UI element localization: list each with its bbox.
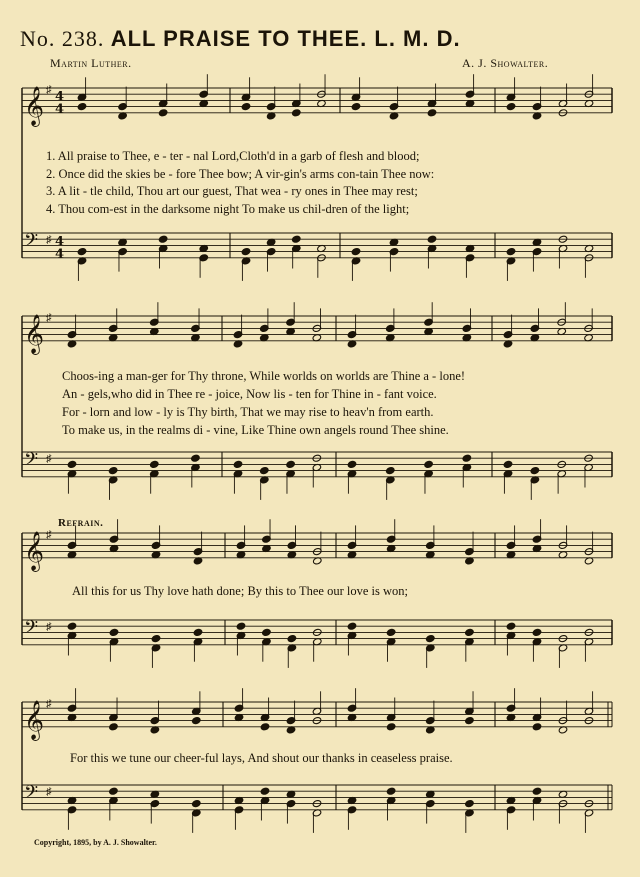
key-sharp: ♯ (46, 786, 52, 799)
note-head (241, 103, 251, 111)
note-head (386, 787, 396, 795)
note-head (292, 235, 302, 243)
verse-4-line-1: 4. Thou com-est in the darksome night To make us chil-dren of the light; (46, 202, 410, 216)
note-head (465, 717, 475, 725)
time-signature-top: 4 (55, 234, 65, 250)
note-head (233, 460, 243, 468)
note-head (109, 723, 119, 731)
treble-clef: 𝄞 (24, 85, 45, 126)
refrain-line-1: All this for us Thy love hath done; By this to Thee our love is won; (72, 584, 408, 598)
note-head (108, 467, 118, 475)
note-head (286, 460, 296, 468)
note-head (426, 635, 436, 643)
note-head (158, 109, 168, 117)
hymn-number: No. 238. (20, 26, 105, 51)
note-head (67, 622, 77, 630)
refrain-line-2: For this we tune our cheer-ful lays, And shout our thanks in ceaseless praise. (70, 751, 453, 765)
note-head (109, 787, 119, 795)
hymn-name: ALL PRAISE TO THEE. (110, 26, 368, 51)
verse-2-line-2: An - gels,who did in Thee re - joice, Now lis - ten for Thine in - fant voice. (62, 387, 437, 401)
note-head (192, 800, 202, 808)
note-head (236, 622, 246, 630)
verse-4-line-2: To make us, in the realms di - vine, Like Thine own angels round Thee shine. (62, 423, 449, 437)
note-head (351, 103, 361, 111)
key-sharp: ♯ (46, 698, 52, 710)
note-head (241, 248, 251, 256)
note-head (465, 800, 475, 808)
note-head (109, 628, 119, 636)
note-head (158, 235, 168, 243)
verse-1-line-1: 1. All praise to Thee, e - ter - nal Lord,Cloth'd in a garb of flesh and blood; (46, 149, 420, 163)
note-head (386, 723, 396, 731)
note-head (506, 622, 516, 630)
words-credit: Martin Luther. (50, 56, 132, 70)
bass-clef: 𝄢 (24, 617, 39, 643)
key-sharp: ♯ (46, 84, 52, 96)
note-head (260, 787, 270, 795)
note-head (191, 454, 201, 462)
note-head (262, 628, 272, 636)
note-head (532, 723, 542, 731)
note-head (503, 460, 513, 468)
refrain-label: Refrain. (58, 517, 104, 529)
note-head (424, 460, 434, 468)
verse-1-line-2: Choos-ing a man-ger for Thy throne, While worlds on worlds are Thine a - lone! (62, 369, 466, 383)
note-head (260, 723, 270, 731)
note-head (462, 454, 472, 462)
note-head (260, 467, 270, 475)
verse-2-line-1: 2. Once did the skies be - fore Thee bow; A vir-gin's arms con-tain Thee now: (46, 167, 435, 181)
note-head (151, 635, 161, 643)
note-head (465, 628, 475, 636)
treble-clef: 𝄞 (24, 699, 45, 740)
copyright-notice: Copyright, 1895, by A. J. Showalter. (34, 838, 157, 847)
bass-clef: 𝄢 (24, 782, 39, 808)
verse-3-line-2: For - lorn and low - ly is Thy birth, That we may rise to heav'n from earth. (62, 405, 434, 419)
note-head (530, 467, 540, 475)
time-signature-top: 4 (55, 89, 65, 105)
key-sharp: ♯ (46, 312, 52, 324)
note-head (150, 460, 160, 468)
bass-clef: 𝄢 (24, 449, 39, 475)
key-sharp: ♯ (46, 453, 52, 466)
note-head (67, 460, 77, 468)
note-head (427, 109, 437, 117)
note-head (532, 628, 542, 636)
time-signature-bottom: 4 (55, 101, 65, 117)
note-head (347, 622, 357, 630)
key-sharp: ♯ (46, 621, 52, 634)
key-sharp: ♯ (46, 529, 52, 541)
treble-clef: 𝄞 (24, 530, 45, 571)
bass-clef: 𝄢 (24, 230, 39, 256)
music-credit: A. J. Showalter. (462, 56, 549, 70)
time-signature-bottom: 4 (55, 246, 65, 262)
note-head (77, 103, 87, 111)
key-sharp: ♯ (46, 234, 52, 247)
note-head (386, 467, 396, 475)
note-head (351, 248, 361, 256)
note-head (532, 787, 542, 795)
note-head (292, 109, 302, 117)
hymn-meter: L. M. D. (374, 26, 461, 51)
note-head (77, 248, 87, 256)
verse-3-line-1: 3. A lit - tle child, Thou art our guest, That wea - ry ones in Thee may rest; (46, 184, 418, 198)
note-head (506, 248, 516, 256)
note-head (386, 628, 396, 636)
note-head (427, 235, 437, 243)
note-head (506, 103, 516, 111)
treble-clef: 𝄞 (24, 313, 45, 354)
note-head (347, 460, 357, 468)
note-head (192, 717, 202, 725)
note-head (287, 635, 297, 643)
note-head (193, 628, 203, 636)
